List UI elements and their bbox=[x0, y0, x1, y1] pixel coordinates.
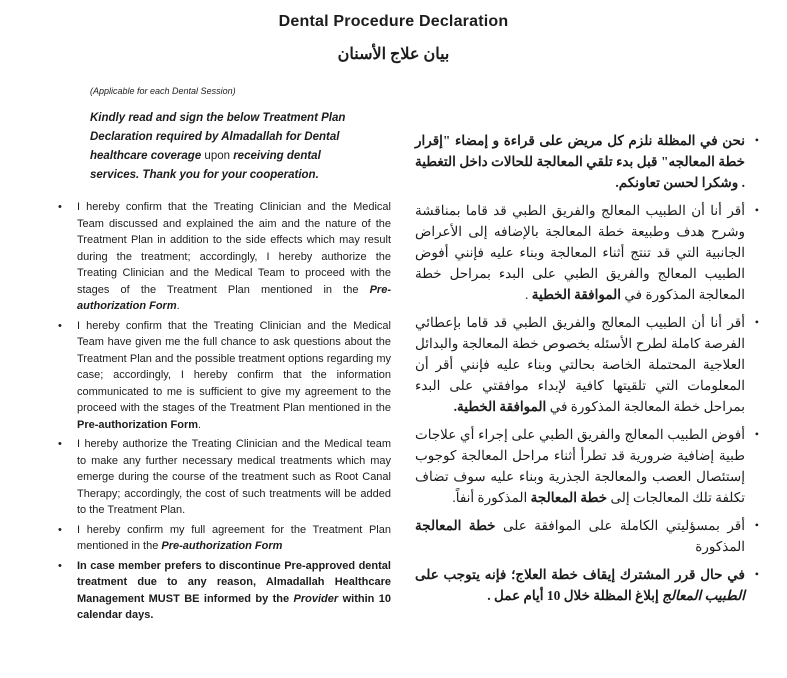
text-segment: خطة المعالجة bbox=[415, 518, 496, 533]
text-segment: Pre-authorization Form bbox=[77, 418, 199, 431]
text-segment: المذكورة bbox=[695, 539, 745, 554]
bullet-icon: • bbox=[754, 203, 759, 217]
declaration-bullet-ar bbox=[415, 515, 759, 557]
declaration-bullet-en-text bbox=[77, 436, 391, 519]
text-segment: within 10 calendar days. bbox=[77, 592, 391, 621]
text-segment: . bbox=[198, 418, 202, 431]
declaration-bullet-en bbox=[58, 199, 391, 315]
text-segment: خطة المعالجة bbox=[530, 490, 608, 505]
english-declaration-list bbox=[58, 199, 391, 624]
text-segment: في حال قرر المشترك إيقاف خطة العلاج؛ فإنه يتوجب على bbox=[415, 567, 745, 582]
bullet-icon: • bbox=[754, 518, 759, 532]
declaration-bullet-ar-text bbox=[415, 424, 745, 508]
text-segment: I hereby confirm that the Treating Clinician and the Medical Team discussed and explained the aim and the nature of the Treatment Plan in addition to the side effects which may result during the treatment; accordingly, I hereby authorize the Treating Clinician and the Medical Team to proceed with the stages of the Treatment Plan mentioned in the bbox=[77, 201, 391, 296]
declaration-bullet-en-text bbox=[77, 318, 391, 434]
text-segment: Pre-authorization Form bbox=[77, 283, 391, 312]
text-segment: I hereby authorize the Treating Clinician and the Medical team to make any further necessary medical treatments which may emerge during the course of the treatment such as Root Canal Therapy; accordingly, the cost of such treatments will be added to the Treatment Plan. bbox=[77, 438, 391, 516]
bullet-icon: • bbox=[754, 567, 759, 581]
bullet-icon: • bbox=[58, 523, 62, 536]
text-segment: نحن في المظلة نلزم كل مريض على قراءة و إمضاء "إقرار خطة المعالجه" قبل بدء تلقي المعالجة للحالات داخل التغطية . وشكرا لحسن تعاونكم. bbox=[415, 133, 745, 190]
text-segment: I hereby confirm my full agreement for the Treatment Plan mentioned in the bbox=[77, 523, 391, 552]
intro-paragraph bbox=[90, 109, 354, 185]
text-segment: أقر أنا أن الطبيب المعالج والفريق الطبي قد قاما بإعطائي الفرصة كاملة لطرح الأسئله بخصوص خطة المعالجة والبدائل العلاجية المحتملة الخاصة بحالتي وبناء عليه فإنني أقر أن المعلومات التي تلقيتها كافية لإبداء موافقتي على البدء بمراحل خطة المعالجة المذكورة في bbox=[415, 315, 745, 414]
bullet-icon: • bbox=[754, 315, 759, 329]
declaration-bullet-ar-text bbox=[415, 515, 745, 557]
arabic-declaration-list bbox=[415, 130, 759, 606]
bullet-icon: • bbox=[58, 201, 62, 213]
document-body bbox=[0, 86, 787, 627]
declaration-bullet-ar-text bbox=[415, 200, 745, 305]
declaration-bullet-en bbox=[58, 436, 391, 519]
bullet-icon: • bbox=[754, 427, 759, 441]
bullet-icon: • bbox=[58, 559, 62, 572]
declaration-bullet-ar-text bbox=[415, 312, 745, 417]
declaration-bullet-en-text bbox=[77, 199, 391, 315]
text-segment: الموافقة الخطية bbox=[531, 287, 622, 302]
document-title-arabic: بيان علاج الأسنان bbox=[337, 46, 450, 63]
declaration-bullet-en-text bbox=[77, 522, 391, 555]
text-segment: upon bbox=[204, 150, 234, 162]
session-applicability-note: (Applicable for each Dental Session) bbox=[90, 86, 236, 96]
bullet-icon: • bbox=[58, 319, 62, 332]
bullet-icon: • bbox=[754, 133, 759, 147]
text-segment: In case member prefers to discontinue Pre-approved dental treatment due to any reason, Almadallah Healthcare Management MUST BE informed by the bbox=[77, 559, 391, 605]
english-column bbox=[58, 86, 391, 627]
text-segment: المذكورة أنفاً. bbox=[452, 490, 531, 505]
declaration-bullet-en bbox=[58, 522, 391, 555]
text-segment: الموافقة الخطية. bbox=[453, 399, 547, 414]
text-segment: . bbox=[176, 300, 180, 312]
text-segment: الطبيب المعالج bbox=[662, 588, 745, 603]
text-segment: أقر بمسؤليتي الكاملة على الموافقة على bbox=[495, 518, 745, 533]
arabic-column bbox=[415, 86, 759, 627]
text-segment: I hereby confirm that the Treating Clinician and the Medical Team have given me the full chance to ask questions about the Treatment Plan and the possible treatment options regarding my case; accordingly, I hereby confirm that the information communicated to me is sufficient to give my agreement to the proceed with the stages of the Treatment Plan mentioned in the bbox=[77, 319, 391, 414]
document-title: Dental Procedure Declaration bbox=[278, 13, 509, 30]
text-segment: Kindly read and sign the below Treatment Plan Declaration required by Almadallah for Dental healthcare coverage bbox=[90, 112, 346, 162]
declaration-bullet-en-text bbox=[77, 558, 391, 624]
declaration-bullet-en bbox=[58, 558, 391, 624]
text-segment: receiving dental services. Thank you for your cooperation. bbox=[90, 150, 321, 181]
text-segment: Pre-authorization Form bbox=[161, 540, 283, 552]
text-segment: أفوض الطبيب المعالج والفريق الطبي على إجراء أي علاجات طبية إضافية ضرورية قد تطرأ أثناء مراحل المعالجة كوجوب إستئصال العصب والمعالجة الجذرية وبناء عليه سوف تضاف تكلفة تلك المعالجات إلى bbox=[415, 427, 745, 505]
text-segment: أقر أنا أن الطبيب المعالج والفريق الطبي قد قاما بمناقشة وشرح هدف وطبيعة خطة المعالجة بالإضافه إلى الأعراض الجانبية التي قد تنتج أثناء المعالجة وبناء عليه فإنني أفوض الطبيب المعالج والفريق الطبي على البدء بمراحل خطة المعالجة المذكورة في bbox=[415, 203, 745, 302]
declaration-bullet-ar bbox=[415, 564, 759, 606]
text-segment: Provider bbox=[293, 592, 339, 605]
text-segment: . bbox=[525, 287, 532, 302]
declaration-bullet-ar bbox=[415, 200, 759, 305]
declaration-bullet-ar-text bbox=[415, 564, 745, 606]
bullet-icon: • bbox=[58, 438, 62, 450]
declaration-bullet-en bbox=[58, 318, 391, 434]
declaration-bullet-ar-text bbox=[415, 130, 745, 193]
declaration-bullet-ar bbox=[415, 130, 759, 193]
declaration-bullet-ar bbox=[415, 312, 759, 417]
declaration-bullet-ar bbox=[415, 424, 759, 508]
text-segment: إبلاغ المظلة خلال 10 أيام عمل . bbox=[487, 588, 663, 603]
